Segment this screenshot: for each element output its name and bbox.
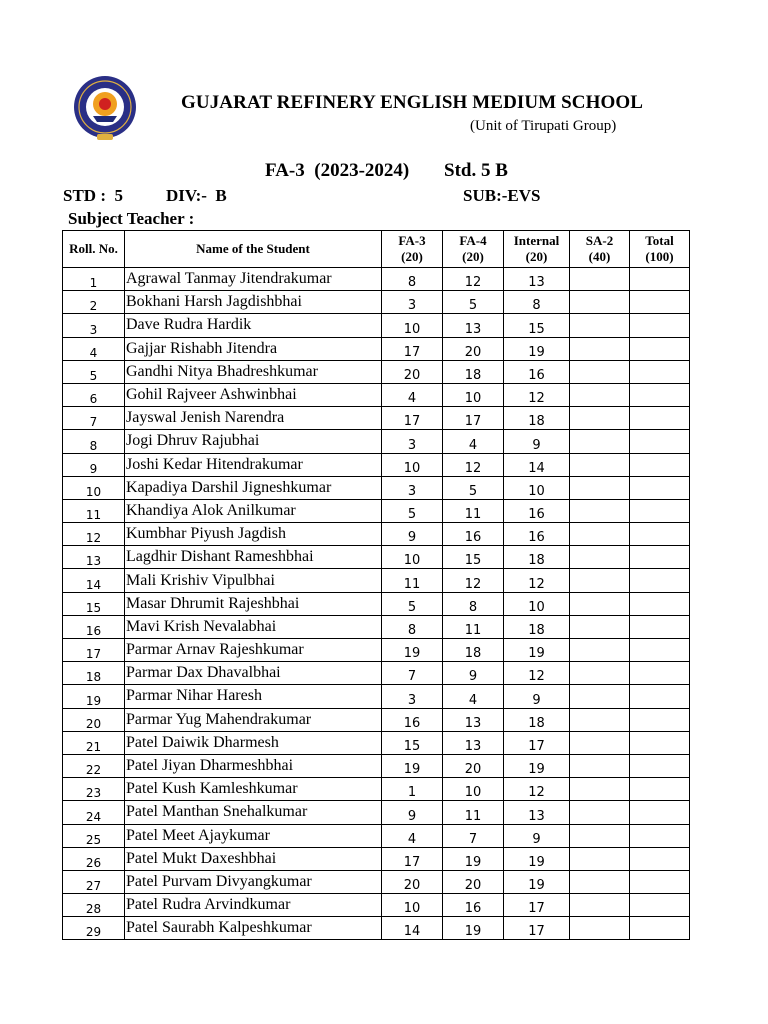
internal-cell: 16: [504, 360, 570, 383]
fa4-cell: 7: [443, 824, 504, 847]
total-cell: [630, 708, 690, 731]
internal-cell: 13: [504, 801, 570, 824]
student-name-cell: Patel Kush Kamleshkumar: [125, 778, 382, 801]
table-row: [63, 546, 690, 569]
sa2-cell: [570, 314, 630, 337]
internal-cell: 12: [504, 569, 570, 592]
roll-cell: 8: [63, 430, 125, 453]
student-name-cell: Patel Jiyan Dharmeshbhai: [125, 754, 382, 777]
sa2-cell: [570, 523, 630, 546]
total-cell: [630, 291, 690, 314]
fa3-cell: 7: [382, 662, 443, 685]
col-name-header: Name of the Student: [125, 231, 382, 268]
fa3-cell: 8: [382, 268, 443, 291]
sa2-cell: [570, 546, 630, 569]
fa3-cell: 5: [382, 592, 443, 615]
roll-cell: 10: [63, 476, 125, 499]
table-row: [63, 778, 690, 801]
fa4-cell: 11: [443, 615, 504, 638]
table-row: [63, 824, 690, 847]
roll-cell: 21: [63, 731, 125, 754]
student-name-cell: Jayswal Jenish Narendra: [125, 407, 382, 430]
table-row: [63, 639, 690, 662]
internal-cell: 18: [504, 708, 570, 731]
col-fa3-header: [382, 231, 443, 268]
sa2-cell: [570, 917, 630, 940]
col-sa2-max: (40): [588, 249, 611, 264]
col-total-max: (100): [645, 249, 674, 264]
table-row: [63, 430, 690, 453]
roll-cell: 9: [63, 453, 125, 476]
roll-cell: 19: [63, 685, 125, 708]
internal-cell: 17: [504, 731, 570, 754]
roll-cell: 2: [63, 291, 125, 314]
fa3-cell: 20: [382, 870, 443, 893]
fa3-cell: 10: [382, 894, 443, 917]
fa4-cell: 18: [443, 360, 504, 383]
table-row: [63, 360, 690, 383]
total-cell: [630, 430, 690, 453]
table-row: [63, 569, 690, 592]
student-name-cell: Agrawal Tanmay Jitendrakumar: [125, 268, 382, 291]
internal-cell: 13: [504, 268, 570, 291]
roll-cell: 20: [63, 708, 125, 731]
total-cell: [630, 383, 690, 406]
internal-cell: 19: [504, 754, 570, 777]
sa2-cell: [570, 383, 630, 406]
fa3-cell: 17: [382, 847, 443, 870]
total-cell: [630, 754, 690, 777]
fa4-cell: 20: [443, 337, 504, 360]
fa4-cell: 13: [443, 708, 504, 731]
internal-cell: 9: [504, 685, 570, 708]
internal-cell: 12: [504, 383, 570, 406]
fa4-cell: 12: [443, 453, 504, 476]
total-cell: [630, 847, 690, 870]
roll-cell: 28: [63, 894, 125, 917]
fa4-cell: 13: [443, 731, 504, 754]
fa4-cell: 16: [443, 894, 504, 917]
student-name-cell: Mali Krishiv Vipulbhai: [125, 569, 382, 592]
col-sa2-label: SA-2: [585, 233, 614, 248]
fa3-cell: 11: [382, 569, 443, 592]
internal-cell: 19: [504, 337, 570, 360]
fa3-cell: 5: [382, 499, 443, 522]
table-row: [63, 476, 690, 499]
roll-cell: 4: [63, 337, 125, 360]
table-row: [63, 337, 690, 360]
internal-cell: 18: [504, 546, 570, 569]
col-fa3-label: FA-3: [398, 233, 426, 248]
fa3-cell: 9: [382, 523, 443, 546]
fa4-cell: 4: [443, 685, 504, 708]
total-cell: [630, 569, 690, 592]
table-row: [63, 499, 690, 522]
col-internal-header: [504, 231, 570, 268]
student-name-cell: Patel Saurabh Kalpeshkumar: [125, 917, 382, 940]
sa2-cell: [570, 476, 630, 499]
div-label: DIV:- B: [166, 186, 227, 205]
sa2-cell: [570, 708, 630, 731]
student-name-cell: Patel Purvam Divyangkumar: [125, 870, 382, 893]
total-cell: [630, 801, 690, 824]
internal-cell: 19: [504, 870, 570, 893]
sa2-cell: [570, 754, 630, 777]
fa4-cell: 10: [443, 778, 504, 801]
roll-cell: 26: [63, 847, 125, 870]
student-name-cell: Patel Meet Ajaykumar: [125, 824, 382, 847]
sa2-cell: [570, 360, 630, 383]
col-internal-max: (20): [525, 249, 548, 264]
fa3-cell: 16: [382, 708, 443, 731]
table-row: [63, 662, 690, 685]
table-row: [63, 731, 690, 754]
sa2-cell: [570, 662, 630, 685]
fa3-cell: 10: [382, 314, 443, 337]
roll-cell: 29: [63, 917, 125, 940]
col-total-header: [630, 231, 690, 268]
col-fa4-label: FA-4: [459, 233, 487, 248]
table-row: [63, 523, 690, 546]
roll-cell: 11: [63, 499, 125, 522]
fa3-cell: 17: [382, 407, 443, 430]
marks-table-body: [63, 268, 690, 940]
sa2-cell: [570, 569, 630, 592]
total-cell: [630, 592, 690, 615]
student-name-cell: Parmar Nihar Haresh: [125, 685, 382, 708]
total-cell: [630, 476, 690, 499]
roll-cell: 22: [63, 754, 125, 777]
sa2-cell: [570, 870, 630, 893]
sa2-cell: [570, 778, 630, 801]
roll-cell: 18: [63, 662, 125, 685]
fa4-cell: 16: [443, 523, 504, 546]
student-name-cell: Patel Rudra Arvindkumar: [125, 894, 382, 917]
fa4-cell: 8: [443, 592, 504, 615]
fa3-cell: 3: [382, 685, 443, 708]
fa3-cell: 3: [382, 476, 443, 499]
student-name-cell: Parmar Dax Dhavalbhai: [125, 662, 382, 685]
sa2-cell: [570, 824, 630, 847]
sa2-cell: [570, 801, 630, 824]
total-cell: [630, 453, 690, 476]
sa2-cell: [570, 592, 630, 615]
table-row: [63, 685, 690, 708]
fa3-cell: 1: [382, 778, 443, 801]
student-name-cell: Gandhi Nitya Bhadreshkumar: [125, 360, 382, 383]
subject-label: SUB:-EVS: [463, 186, 541, 205]
internal-cell: 16: [504, 523, 570, 546]
fa3-cell: 10: [382, 453, 443, 476]
roll-cell: 1: [63, 268, 125, 291]
col-fa4-max: (20): [462, 249, 484, 264]
total-cell: [630, 685, 690, 708]
fa3-cell: 19: [382, 754, 443, 777]
fa4-cell: 17: [443, 407, 504, 430]
subject-teacher-label: Subject Teacher :: [68, 209, 195, 228]
total-cell: [630, 546, 690, 569]
fa3-cell: 3: [382, 291, 443, 314]
table-row: [63, 754, 690, 777]
std-label: STD : 5: [63, 186, 123, 205]
fa4-cell: 5: [443, 476, 504, 499]
fa4-cell: 10: [443, 383, 504, 406]
student-name-cell: Mavi Krish Nevalabhai: [125, 615, 382, 638]
marks-table: [62, 230, 690, 940]
col-sa2-header: [570, 231, 630, 268]
student-name-cell: Kumbhar Piyush Jagdish: [125, 523, 382, 546]
fa3-cell: 3: [382, 430, 443, 453]
table-row: [63, 847, 690, 870]
sa2-cell: [570, 894, 630, 917]
student-name-cell: Masar Dhrumit Rajeshbhai: [125, 592, 382, 615]
sa2-cell: [570, 639, 630, 662]
total-cell: [630, 778, 690, 801]
internal-cell: 18: [504, 615, 570, 638]
fa4-cell: 20: [443, 870, 504, 893]
exam-title: FA-3 (2023-2024): [265, 160, 410, 181]
internal-cell: 10: [504, 592, 570, 615]
sa2-cell: [570, 731, 630, 754]
table-row: [63, 708, 690, 731]
sa2-cell: [570, 615, 630, 638]
roll-cell: 3: [63, 314, 125, 337]
fa3-cell: 4: [382, 383, 443, 406]
roll-cell: 16: [63, 615, 125, 638]
internal-cell: 12: [504, 778, 570, 801]
table-row: [63, 314, 690, 337]
internal-cell: 18: [504, 407, 570, 430]
table-row: [63, 453, 690, 476]
student-name-cell: Khandiya Alok Anilkumar: [125, 499, 382, 522]
fa3-cell: 8: [382, 615, 443, 638]
fa3-cell: 19: [382, 639, 443, 662]
internal-cell: 10: [504, 476, 570, 499]
total-cell: [630, 615, 690, 638]
total-cell: [630, 499, 690, 522]
sa2-cell: [570, 268, 630, 291]
col-fa4-header: [443, 231, 504, 268]
fa4-cell: 20: [443, 754, 504, 777]
fa4-cell: 19: [443, 847, 504, 870]
fa3-cell: 9: [382, 801, 443, 824]
roll-cell: 23: [63, 778, 125, 801]
fa4-cell: 19: [443, 917, 504, 940]
fa3-cell: 4: [382, 824, 443, 847]
student-name-cell: Kapadiya Darshil Jigneshkumar: [125, 476, 382, 499]
student-name-cell: Dave Rudra Hardik: [125, 314, 382, 337]
roll-cell: 5: [63, 360, 125, 383]
fa3-cell: 14: [382, 917, 443, 940]
table-row: [63, 592, 690, 615]
student-name-cell: Jogi Dhruv Rajubhai: [125, 430, 382, 453]
table-row: [63, 615, 690, 638]
fa4-cell: 9: [443, 662, 504, 685]
fa4-cell: 12: [443, 569, 504, 592]
exam-standard: Std. 5 B: [444, 160, 508, 181]
table-row: [63, 268, 690, 291]
student-name-cell: Lagdhir Dishant Rameshbhai: [125, 546, 382, 569]
school-name: GUJARAT REFINERY ENGLISH MEDIUM SCHOOL: [181, 92, 643, 113]
fa4-cell: 12: [443, 268, 504, 291]
total-cell: [630, 731, 690, 754]
student-name-cell: Joshi Kedar Hitendrakumar: [125, 453, 382, 476]
total-cell: [630, 824, 690, 847]
total-cell: [630, 917, 690, 940]
sa2-cell: [570, 337, 630, 360]
internal-cell: 9: [504, 430, 570, 453]
fa4-cell: 5: [443, 291, 504, 314]
internal-cell: 19: [504, 847, 570, 870]
sa2-cell: [570, 430, 630, 453]
table-row: [63, 407, 690, 430]
fa3-cell: 17: [382, 337, 443, 360]
internal-cell: 17: [504, 894, 570, 917]
school-logo-icon: [73, 74, 137, 144]
total-cell: [630, 662, 690, 685]
sa2-cell: [570, 499, 630, 522]
total-cell: [630, 523, 690, 546]
fa4-cell: 18: [443, 639, 504, 662]
table-row: [63, 894, 690, 917]
total-cell: [630, 894, 690, 917]
internal-cell: 9: [504, 824, 570, 847]
roll-cell: 12: [63, 523, 125, 546]
col-roll-header: Roll. No.: [63, 231, 125, 268]
student-name-cell: Bokhani Harsh Jagdishbhai: [125, 291, 382, 314]
roll-cell: 7: [63, 407, 125, 430]
school-unit: (Unit of Tirupati Group): [470, 118, 617, 134]
total-cell: [630, 268, 690, 291]
table-row: [63, 870, 690, 893]
roll-cell: 14: [63, 569, 125, 592]
fa3-cell: 10: [382, 546, 443, 569]
internal-cell: 15: [504, 314, 570, 337]
student-name-cell: Gohil Rajveer Ashwinbhai: [125, 383, 382, 406]
sa2-cell: [570, 291, 630, 314]
student-name-cell: Patel Manthan Snehalkumar: [125, 801, 382, 824]
total-cell: [630, 337, 690, 360]
col-internal-label: Internal: [513, 233, 560, 248]
fa4-cell: 11: [443, 801, 504, 824]
fa4-cell: 13: [443, 314, 504, 337]
student-name-cell: Gajjar Rishabh Jitendra: [125, 337, 382, 360]
sa2-cell: [570, 847, 630, 870]
table-row: [63, 291, 690, 314]
total-cell: [630, 407, 690, 430]
student-name-cell: Patel Daiwik Dharmesh: [125, 731, 382, 754]
internal-cell: 8: [504, 291, 570, 314]
roll-cell: 25: [63, 824, 125, 847]
roll-cell: 24: [63, 801, 125, 824]
internal-cell: 17: [504, 917, 570, 940]
fa4-cell: 4: [443, 430, 504, 453]
student-name-cell: Parmar Yug Mahendrakumar: [125, 708, 382, 731]
total-cell: [630, 314, 690, 337]
roll-cell: 13: [63, 546, 125, 569]
internal-cell: 12: [504, 662, 570, 685]
roll-cell: 6: [63, 383, 125, 406]
total-cell: [630, 639, 690, 662]
roll-cell: 17: [63, 639, 125, 662]
col-total-label: Total: [645, 233, 674, 248]
student-name-cell: Parmar Arnav Rajeshkumar: [125, 639, 382, 662]
col-fa3-max: (20): [401, 249, 423, 264]
fa4-cell: 11: [443, 499, 504, 522]
table-row: [63, 917, 690, 940]
sa2-cell: [570, 453, 630, 476]
table-header-row: [63, 231, 690, 268]
roll-cell: 27: [63, 870, 125, 893]
total-cell: [630, 870, 690, 893]
internal-cell: 14: [504, 453, 570, 476]
sa2-cell: [570, 407, 630, 430]
sa2-cell: [570, 685, 630, 708]
fa3-cell: 20: [382, 360, 443, 383]
fa3-cell: 15: [382, 731, 443, 754]
table-row: [63, 383, 690, 406]
internal-cell: 16: [504, 499, 570, 522]
table-row: [63, 801, 690, 824]
total-cell: [630, 360, 690, 383]
student-name-cell: Patel Mukt Daxeshbhai: [125, 847, 382, 870]
roll-cell: 15: [63, 592, 125, 615]
internal-cell: 19: [504, 639, 570, 662]
fa4-cell: 15: [443, 546, 504, 569]
